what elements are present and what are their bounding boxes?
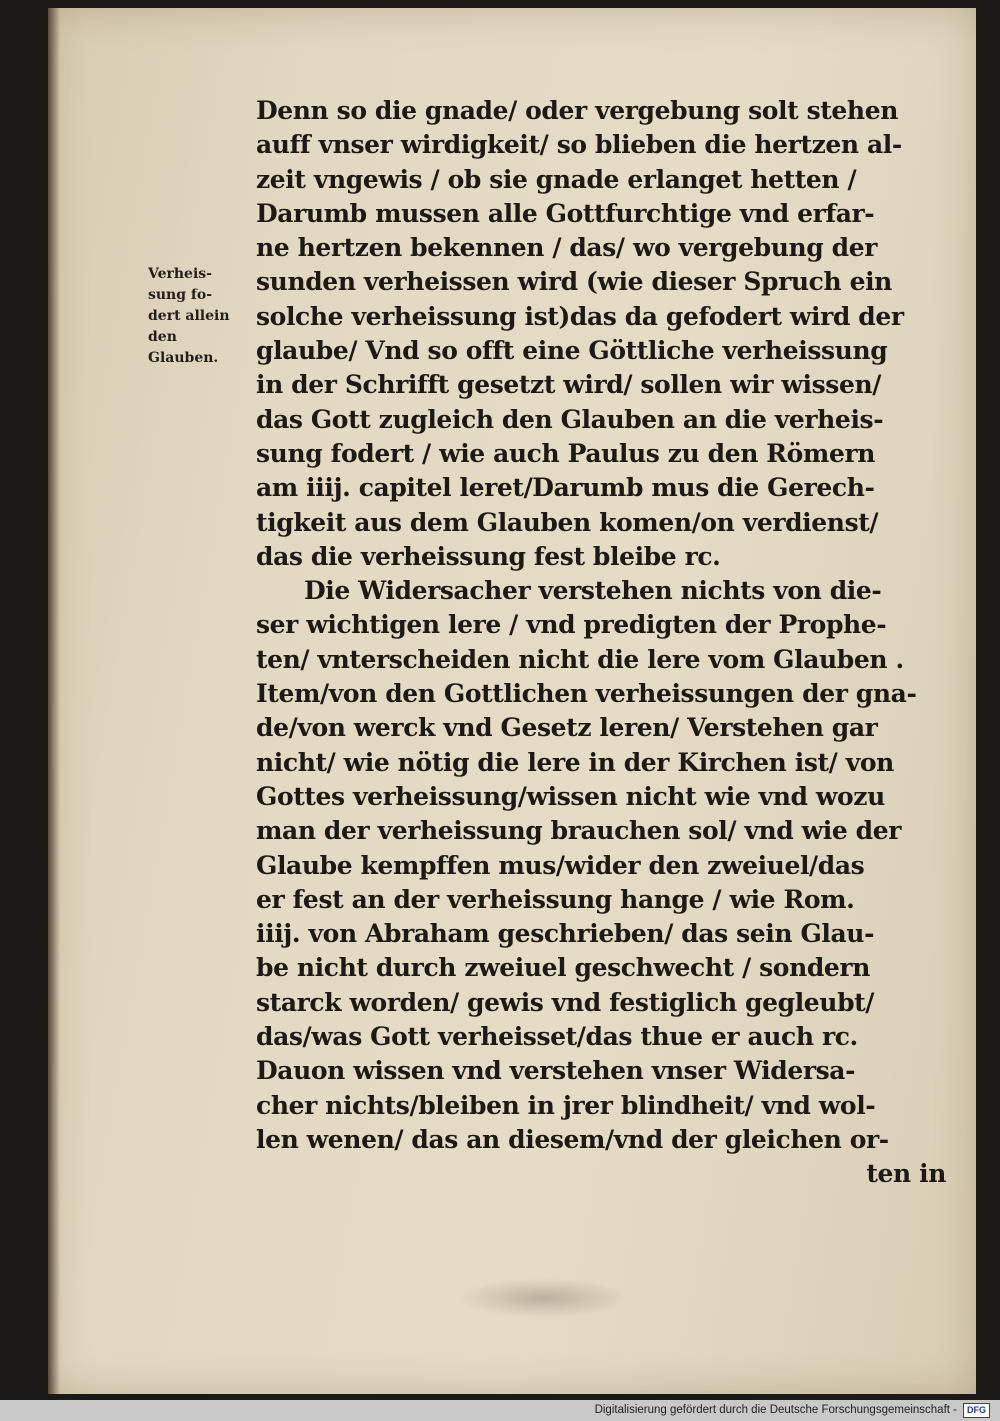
print-smudge: [458, 1278, 628, 1318]
body-text: [256, 94, 946, 1192]
text-line: Gottes verheissung/wissen nicht wie vnd wozu: [256, 781, 885, 811]
footer-text: Digitalisierung gefördert durch die Deutsche Forschungsgemeinschaft -: [594, 1404, 957, 1416]
text-line: de/von werck vnd Gesetz leren/ Verstehen gar: [256, 713, 878, 743]
text-line: zeit vngewis / ob sie gnade erlanget hetten /: [256, 164, 857, 194]
text-line: Item/von den Gottlichen verheissungen der gna-: [256, 679, 917, 709]
marginal-line: sung fo-: [148, 287, 213, 303]
dfg-logo-icon: DFG: [963, 1403, 990, 1418]
text-line: in der Schrifft gesetzt wird/ sollen wir wissen/: [256, 370, 881, 400]
marginal-line: den: [148, 329, 177, 345]
text-line: glaube/ Vnd so offt eine Göttliche verheissung: [256, 336, 888, 366]
marginal-note: [148, 264, 258, 369]
text-line: Denn so die gnade/ oder vergebung solt stehen: [256, 96, 898, 125]
text-line: iiij. von Abraham geschrieben/ das sein Glau-: [256, 919, 875, 949]
text-line: cher nichts/bleiben in jrer blindheit/ vnd wol-: [256, 1090, 876, 1120]
text-line: nicht/ wie nötig die lere in der Kirchen ist/ von: [256, 747, 894, 777]
text-line: er fest an der verheissung hange / wie Rom.: [256, 884, 855, 914]
book-page: [48, 8, 976, 1394]
text-line: ne hertzen bekennen / das/ wo vergebung der: [256, 233, 878, 263]
catchword: ten in: [866, 1159, 946, 1189]
digitization-footer: [0, 1401, 1000, 1419]
text-line: auff vnser wirdigkeit/ so blieben die hertzen al-: [256, 130, 902, 160]
text-line: am iiij. capitel leret/Darumb mus die Gerech-: [256, 473, 875, 503]
text-line: solche verheissung ist)das da gefodert wird der: [256, 301, 904, 331]
page-spine-shadow: [48, 8, 60, 1394]
text-line: das die verheissung fest bleibe rc.: [256, 541, 721, 571]
text-line: Darumb mussen alle Gottfurchtige vnd erfar-: [256, 198, 875, 228]
text-line: Dauon wissen vnd verstehen vnser Widersa-: [256, 1056, 856, 1086]
text-line: man der verheissung brauchen sol/ vnd wie der: [256, 816, 902, 846]
marginal-line: Glauben.: [148, 350, 219, 366]
text-line: sung fodert / wie auch Paulus zu den Römern: [256, 438, 876, 468]
paragraph-start-line: Die Widersacher verstehen nichts von die-: [304, 576, 882, 606]
text-line: sunden verheissen wird (wie dieser Spruch ein: [256, 267, 892, 297]
text-line: be nicht durch zweiuel geschwecht / sondern: [256, 953, 870, 983]
text-line: ten/ vnterscheiden nicht die lere vom Glauben .: [256, 644, 904, 674]
text-line: ser wichtigen lere / vnd predigten der Prophe-: [256, 610, 887, 640]
text-line: Glaube kempffen mus/wider den zweiuel/das: [256, 850, 865, 880]
text-line: len wenen/ das an diesem/vnd der gleichen or-: [256, 1124, 889, 1154]
text-line: das Gott zugleich den Glauben an die verheis-: [256, 404, 884, 434]
text-line: das/was Gott verheisset/das thue er auch rc.: [256, 1022, 858, 1052]
marginal-line: dert allein: [148, 308, 230, 324]
text-line: tigkeit aus dem Glauben komen/on verdienst/: [256, 507, 879, 537]
text-line: starck worden/ gewis vnd festiglich gegleubt/: [256, 987, 875, 1017]
marginal-line: Verheis-: [148, 266, 212, 282]
